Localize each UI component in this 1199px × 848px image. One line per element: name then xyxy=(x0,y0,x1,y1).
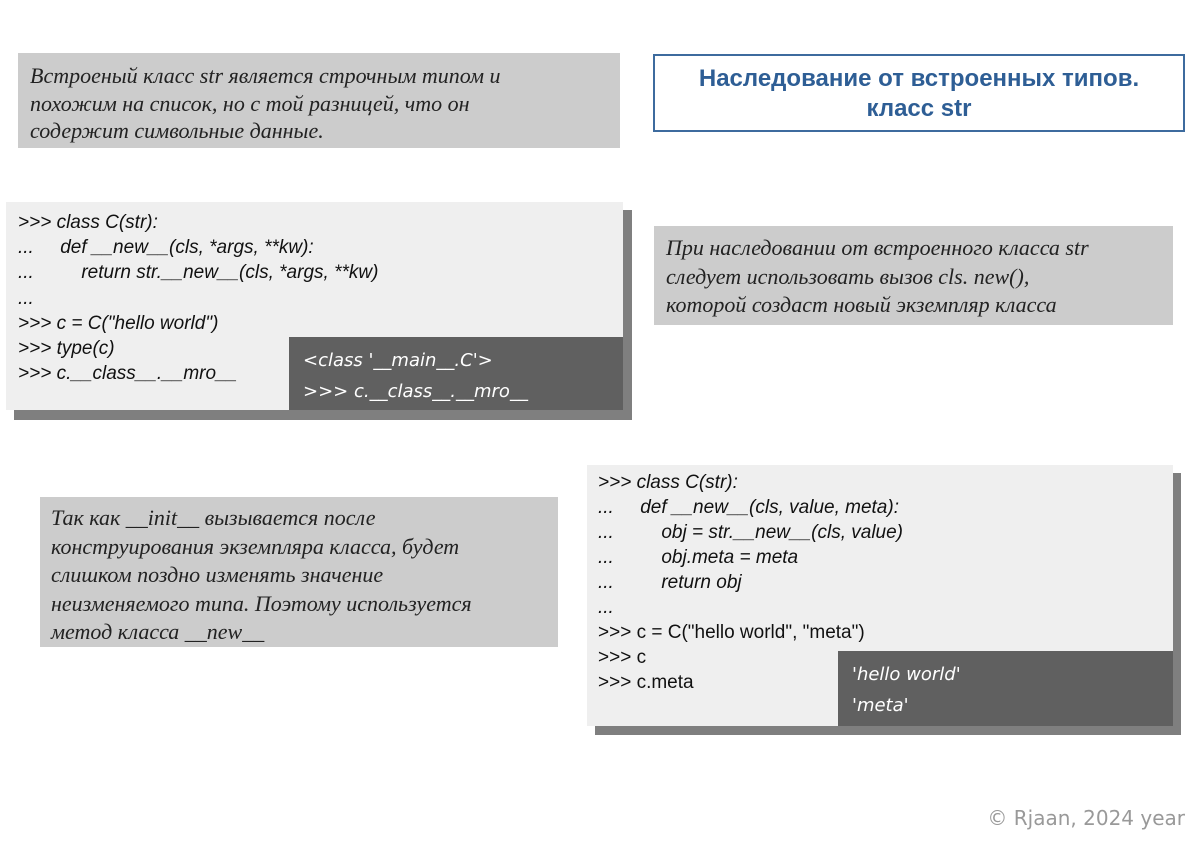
code-output-meta xyxy=(838,651,1173,726)
code-line: ... def __new__(cls, value, meta): xyxy=(598,497,899,518)
code-output-args xyxy=(289,337,623,410)
code-line: >>> c.__class__.__mro__ xyxy=(18,363,238,385)
note-line: содержит символьные данные. xyxy=(30,118,324,143)
code-line: ... return obj xyxy=(598,572,742,593)
code-line: >>> c = C("hello world", "meta") xyxy=(598,622,865,643)
code-line: >>> c xyxy=(598,647,647,668)
output-line: >>> c.__class__.__mro__ xyxy=(303,381,528,402)
code-line: ... xyxy=(598,597,614,618)
slide-title-line-1: Наследование от встроенных типов. xyxy=(698,65,1140,92)
code-line: >>> c = C("hello world") xyxy=(18,312,219,334)
note-line: Так как __init__ вызывается после xyxy=(51,505,376,530)
output-line: <class '__main__.C'> xyxy=(303,350,493,371)
copyright-text: © Rjaan, 2024 year xyxy=(987,806,1185,830)
note-line: При наследовании от встроенного класса str xyxy=(666,235,1089,260)
code-line: >>> class C(str): xyxy=(18,212,158,233)
note-line: неизменяемого типа. Поэтому используется xyxy=(51,590,472,616)
note-str-description xyxy=(18,53,620,148)
output-line: 'meta' xyxy=(852,695,909,716)
note-line: Встроеный класс str является строчным типом и xyxy=(30,63,501,88)
note-line: слишком поздно изменять значение xyxy=(51,562,384,587)
note-line: похожим на список, но с той разницей, что он xyxy=(30,90,470,116)
code-line: ... return str.__new__(cls, *args, **kw) xyxy=(18,262,379,284)
note-init-vs-new xyxy=(40,497,558,647)
output-line: 'hello world' xyxy=(852,664,961,685)
note-line: следует использовать вызов cls. new(), xyxy=(666,263,1030,289)
code-line: ... xyxy=(18,287,34,309)
code-line: >>> c.meta xyxy=(598,672,694,693)
slide-title-line-2: класс str xyxy=(866,95,972,122)
code-line: >>> type(c) xyxy=(18,338,115,360)
note-inheritance-new xyxy=(654,226,1173,325)
note-line: метод класса __new__ xyxy=(51,619,265,644)
code-line: ... obj = str.__new__(cls, value) xyxy=(598,522,904,543)
note-line: которой создаст новый экземпляр класса xyxy=(666,292,1057,317)
note-line: конструирования экземпляра класса, будет xyxy=(51,533,460,559)
code-line: ... def __new__(cls, *args, **kw): xyxy=(18,237,314,259)
code-line: >>> class C(str): xyxy=(598,472,738,493)
code-line: ... obj.meta = meta xyxy=(598,547,799,568)
slide-title xyxy=(653,54,1185,132)
